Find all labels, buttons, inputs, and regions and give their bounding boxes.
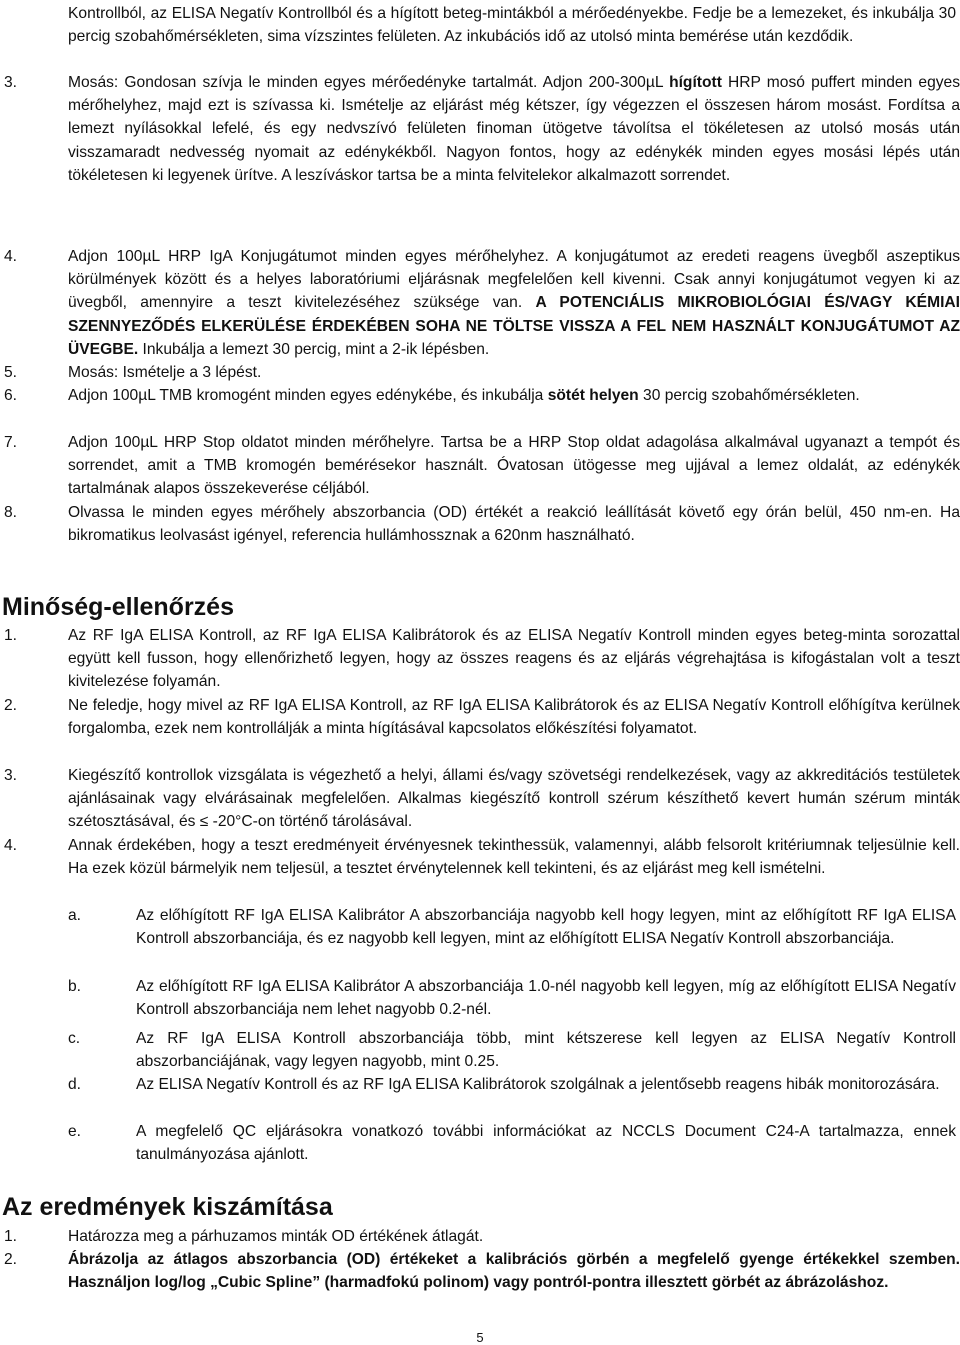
step-text-part: Adjon 100µL TMB kromogént minden egyes edénykébe, és inkubálja (68, 387, 548, 404)
step-6 (4, 384, 960, 407)
qc-item-4 (4, 834, 960, 880)
subitem-text: Az RF IgA ELISA Kontroll abszorbanciája több, mint kétszerese kell legyen az ELISA Negatív Kontroll abszorbanciájának, vagy legyen nagyobb, mint 0.25. (136, 1030, 956, 1071)
step-number: 8. (4, 504, 18, 521)
step-number: 6. (4, 387, 18, 404)
item-number: 2. (4, 697, 18, 714)
item-number: 1. (4, 627, 18, 644)
item-text: Annak érdekében, hogy a teszt eredményeit érvényesnek tekinthessük, valamennyi, alább felsorolt kritériumnak teljesülnie kell. Ha ezek közül bármelyik nem teljesül, a tesztet érvénytelennek kell tekinteni, és az eljárást meg kell ismételni. (68, 837, 960, 878)
qc-subitem-b (68, 975, 956, 1021)
item-text: Kiegészítő kontrollok vizsgálata is végezhető a helyi, állami és/vagy szövetségi rendelkezések, vagy az akkreditációs testületek ajánlásainak vagy elvárásainak megfelelően. Alkalmas kiegészítő kontroll szérum készíthető kevert humán szérum minták szétosztásával, és ≤ -20°C-on történő tárolásával. (68, 767, 960, 831)
step-text-part: HRP mosó puffert minden egyes mérőhelyhez, majd ezt is szívassa ki. Ismételje az eljárást még kétszer, így végezzen el összesen három mosást. Fordítsa a lemezt nyílásokkal lefelé, és egy nedvszívó felületen finoman ütögetve távolítsa el tökéletesen az utolsó mosás után visszamaradt nedvesség nyomait az edénykékből. Nagyon fontos, hogy az edénykék minden egyes mosási lépés után tökéletesen ki legyenek ürítve. A leszíváskor tartsa be a minta felvitelekor alkalmazott sorrendet. (68, 74, 960, 184)
qc-subitem-d (68, 1073, 956, 1096)
qc-item-1 (4, 624, 960, 694)
qc-subitem-a (68, 904, 956, 950)
step-text: Adjon 100µL HRP Stop oldatot minden mérőhelyre. Tartsa be a HRP Stop oldat adagolása alkalmával ugyanazt a tempót és sorrendet, amit a TMB kromogén bemérésekor használt. Óvatosan ütögesse meg ujjával a lemez oldalát, az edénykék tartalmának alapos összekeverése céljából. (68, 434, 960, 498)
step-text-bold: A POTENCIÁLIS MIKROBIOLÓGIAI ÉS/VAGY KÉMIAI SZENNYEZŐDÉS ELKERÜLÉSE ÉRDEKÉBEN SOHA NE TÖLTSE VISSZA A FEL NEM HASZNÁLT KONJUGÁTUMOT AZ ÜVEGBE. (68, 294, 960, 358)
subitem-letter: e. (68, 1123, 82, 1140)
item-number: 2. (4, 1251, 18, 1268)
step-text (68, 245, 960, 361)
item-number: 3. (4, 767, 18, 784)
step-4 (4, 245, 960, 361)
subitem-letter: c. (68, 1030, 81, 1047)
subitem-text: Az előhígított RF IgA ELISA Kalibrátor A abszorbanciája 1.0-nél nagyobb kell legyen, míg az előhígított ELISA Negatív Kontroll abszorbanciája nem lehet nagyobb 0.2-nél. (136, 978, 956, 1019)
step-number: 5. (4, 364, 18, 381)
results-item-1 (4, 1225, 960, 1248)
item-text: Határozza meg a párhuzamos minták OD értékének átlagát. (68, 1228, 484, 1245)
qc-subitem-c (68, 1027, 956, 1073)
step-5 (4, 361, 960, 384)
step-number: 7. (4, 434, 18, 451)
item-number: 1. (4, 1228, 18, 1245)
step-text-part: Inkubálja a lemezt 30 percig, mint a 2-ik lépésben. (138, 340, 490, 358)
step-text: Mosás: Ismételje a 3 lépést. (68, 364, 262, 381)
item-text: Ábrázolja az átlagos abszorbancia (OD) értékeket a kalibrációs görbén a megfelelő gyenge értékekkel szemben. Használjon log/log „Cubic Spline” (harmadfokú polinom) vagy pontról-pontra illesztett görbét az ábrázoláshoz. (68, 1251, 960, 1292)
step-text-bold: sötét helyen (547, 387, 639, 404)
qc-item-3 (4, 764, 960, 834)
subitem-letter: b. (68, 978, 82, 995)
section-heading-results: Az eredmények kiszámítása (2, 1193, 333, 1221)
step-text-part: Mosás: Gondosan szívja le minden egyes mérőedényke tartalmát. Adjon 200-300µL (68, 74, 670, 91)
subitem-letter: d. (68, 1076, 82, 1093)
step-number: 4. (4, 248, 18, 265)
step-3 (4, 71, 960, 187)
section-heading-qc: Minőség-ellenőrzés (2, 593, 234, 621)
item-text: Az RF IgA ELISA Kontroll, az RF IgA ELISA Kalibrátorok és az ELISA Negatív Kontroll minden egyes beteg-minta sorozattal együtt kell fusson, hogy ellenőrizhető legyen, hogy az összes reagens és az eljárás végrehajtása is kifogástalan volt a teszt kivitelezése folyamán. (68, 627, 960, 691)
paragraph-continuation: Kontrollból, az ELISA Negatív Kontrollból és a hígított beteg-mintákból a mérőedényekbe. Fedje be a lemezeket, és inkubálja 30 percig szobahőmérsékleten, sima vízszintes felületen. Az inkubációs idő az utolsó minta bemérése után kezdődik. (68, 5, 956, 46)
step-text (68, 384, 960, 407)
step-8 (4, 501, 960, 547)
step-text (68, 71, 960, 187)
item-text: Ne feledje, hogy mivel az RF IgA ELISA Kontroll, az RF IgA ELISA Kalibrátorok és az ELISA Negatív Kontroll előhígítva kerülnek forgalomba, ezek nem kontrollálják a minta hígításával kapcsolatos előkészítési folyamatot. (68, 697, 960, 738)
subitem-text: Az ELISA Negatív Kontroll és az RF IgA ELISA Kalibrátorok szolgálnak a jelentősebb reagens hibák monitorozására. (136, 1076, 940, 1093)
step-text-part: 30 percig szobahőmérsékleten. (638, 387, 860, 404)
results-item-2 (4, 1248, 960, 1294)
step-text-bold: hígított (669, 74, 722, 91)
qc-subitem-e (68, 1120, 956, 1166)
step-7 (4, 431, 960, 501)
step-text-part: Adjon 100µL HRP IgA Konjugátumot minden egyes mérőhelyhez. A konjugátumot az eredeti reagens üvegből aszeptikus körülmények között és a helyes laboratóriumi eljárásnak megfelelően kell kivenni. Csak annyi konjugátumot vegyen ki az üvegből, amennyire a teszt kivitelezéséhez szüksége van. (68, 248, 960, 312)
subitem-text: A megfelelő QC eljárásokra vonatkozó további információkat az NCCLS Document C24-A tartalmazza, ennek tanulmányozása ajánlott. (136, 1123, 956, 1164)
subitem-text: Az előhígított RF IgA ELISA Kalibrátor A abszorbanciája nagyobb kell hogy legyen, mint az előhígított RF IgA ELISA Kontroll abszorbanciája, és ez nagyobb kell legyen, mint az előhígított ELISA Negatív Kontroll abszorbanciája. (136, 907, 956, 948)
step-number: 3. (4, 74, 18, 91)
qc-item-2 (4, 694, 960, 740)
step-text: Olvassa le minden egyes mérőhely abszorbancia (OD) értékét a reakció leállítását követő egy órán belül, 450 nm-en. Ha bikromatikus leolvasást igényel, referencia hullámhossznak a 620nm használható. (68, 504, 960, 545)
subitem-letter: a. (68, 907, 82, 924)
item-number: 4. (4, 837, 18, 854)
page-number: 5 (476, 1330, 484, 1345)
